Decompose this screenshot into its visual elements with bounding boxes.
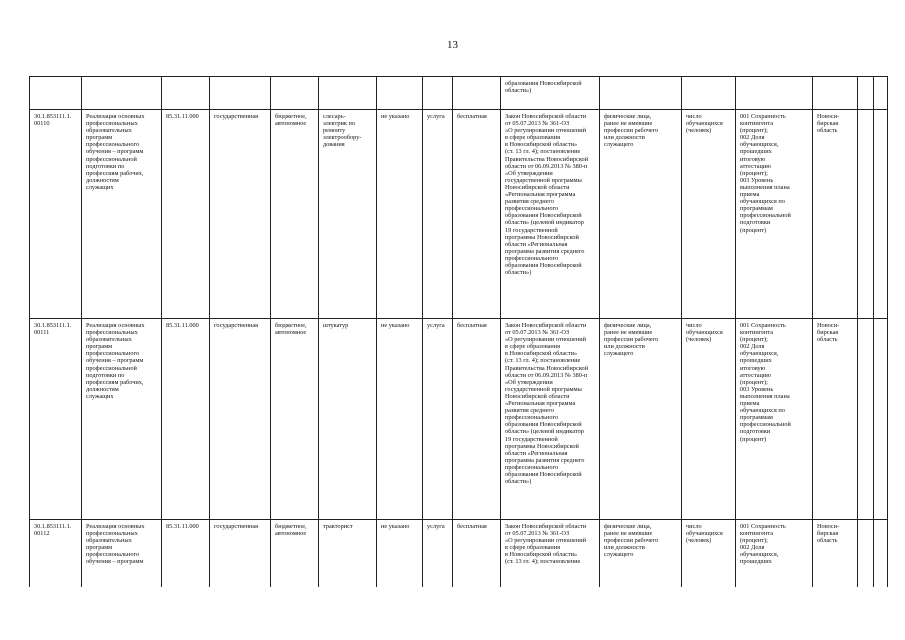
okved-cell: 85.31.11.000 [162,110,210,319]
service-code-cell: 30.1.853111.1. 00110 [30,110,82,319]
legal-basis-cell: образования Новосибирской области») [501,77,600,110]
specialty-cell: тракторист [319,520,377,588]
form-cell: не указано [377,319,423,520]
services-register-table [29,76,888,587]
consumers-cell: физические лица, ранее не имевшие профессии рабочего или должности служащего [600,520,682,588]
institution-type-cell: государственная [210,319,271,520]
consumers-cell: физические лица, ранее не имевшие профессии рабочего или должности служащего [600,319,682,520]
legal-basis-cell: Закон Новосибирской области от 05.07.2013 № 361-ОЗ «О регулировании отношений в сфере образования в Новосибирской области» (ст. 13 гл. 4); постановление Правительства Новосибирской области от 06.09.2013 № 380-п «Об утверждении государственной программы Новосибирской области «Региональная программа развития среднего профессионального образования Новосибирской области» (целевой индикатор 19 государственной программы Новосибирской области «Региональная программа развития среднего профессионального образования Новосибирской области») [501,319,600,520]
page-number: 13 [447,39,458,51]
volume-indicator-cell: число обучающихся (человек) [682,319,736,520]
payment-cell: бесплатная [453,110,501,319]
quality-indicators-cell: 001 Сохранность контингента (процент); 002 Доля обучающихся, прошедших [736,520,813,588]
payment-cell: бесплатная [453,520,501,588]
specialty-cell: слесарь- электрик по ремонту электрообору- дования [319,110,377,319]
institution-kind-cell: бюджетное, автономное [271,110,319,319]
specialty-cell: штукатур [319,319,377,520]
institution-type-cell: государственная [210,110,271,319]
table-row [30,319,888,520]
service-code-cell: 30.1.853111.1. 00111 [30,319,82,520]
region-cell: Новоси- бирская область [813,319,858,520]
category-cell: услуга [423,110,453,319]
form-cell: не указано [377,520,423,588]
program-name-cell: Реализация основных профессиональных образовательных программ профессионального обучения – программ профессиональной подготовки по профессиям рабочих, должностям служащих [82,319,162,520]
legal-basis-cell: Закон Новосибирской области от 05.07.2013 № 361-ОЗ «О регулировании отношений в сфере образования в Новосибирской области» (ст. 13 гл. 4); постановление [501,520,600,588]
table-row-continuation [30,77,888,110]
legal-basis-cell: Закон Новосибирской области от 05.07.2013 № 361-ОЗ «О регулировании отношений в сфере образования в Новосибирской области» (ст. 13 гл. 4); постановление Правительства Новосибирской области от 06.09.2013 № 380-п «Об утверждении государственной программы Новосибирской области «Региональная программа развития среднего профессионального образования Новосибирской области» (целевой индикатор 19 государственной программы Новосибирской области «Региональная программа развития среднего профессионального образования Новосибирской области») [501,110,600,319]
volume-indicator-cell: число обучающихся (человек) [682,520,736,588]
payment-cell: бесплатная [453,319,501,520]
empty-cell [874,110,888,319]
quality-indicators-cell: 001 Сохранность контингента (процент); 002 Доля обучающихся, прошедших итоговую аттестацию (процент); 003 Уровень выполнения плана приема обучающихся по программам профессиональной подготовки (процент) [736,110,813,319]
program-name-cell: Реализация основных профессиональных образовательных программ профессионального обучения – программ [82,520,162,588]
form-cell: не указано [377,110,423,319]
institution-type-cell: государственная [210,520,271,588]
consumers-cell: физические лица, ранее не имевшие профессии рабочего или должности служащего [600,110,682,319]
empty-cell [874,520,888,588]
okved-cell: 85.31.11.000 [162,520,210,588]
program-name-cell: Реализация основных профессиональных образовательных программ профессионального обучения – программ профессиональной подготовки по профессиям рабочих, должностям служащих [82,110,162,319]
institution-kind-cell: бюджетное, автономное [271,520,319,588]
table-row [30,110,888,319]
empty-cell [874,319,888,520]
service-code-cell: 30.1.853111.1. 00112 [30,520,82,588]
empty-cell [858,110,874,319]
table-row [30,520,888,588]
empty-cell [858,319,874,520]
category-cell: услуга [423,520,453,588]
empty-cell [858,520,874,588]
quality-indicators-cell: 001 Сохранность контингента (процент); 002 Доля обучающихся, прошедших итоговую аттестацию (процент); 003 Уровень выполнения плана приема обучающихся по программам профессиональной подготовки (процент) [736,319,813,520]
region-cell: Новоси- бирская область [813,110,858,319]
institution-kind-cell: бюджетное, автономное [271,319,319,520]
category-cell: услуга [423,319,453,520]
okved-cell: 85.31.11.000 [162,319,210,520]
region-cell: Новоси- бирская область [813,520,858,588]
volume-indicator-cell: число обучающихся (человек) [682,110,736,319]
